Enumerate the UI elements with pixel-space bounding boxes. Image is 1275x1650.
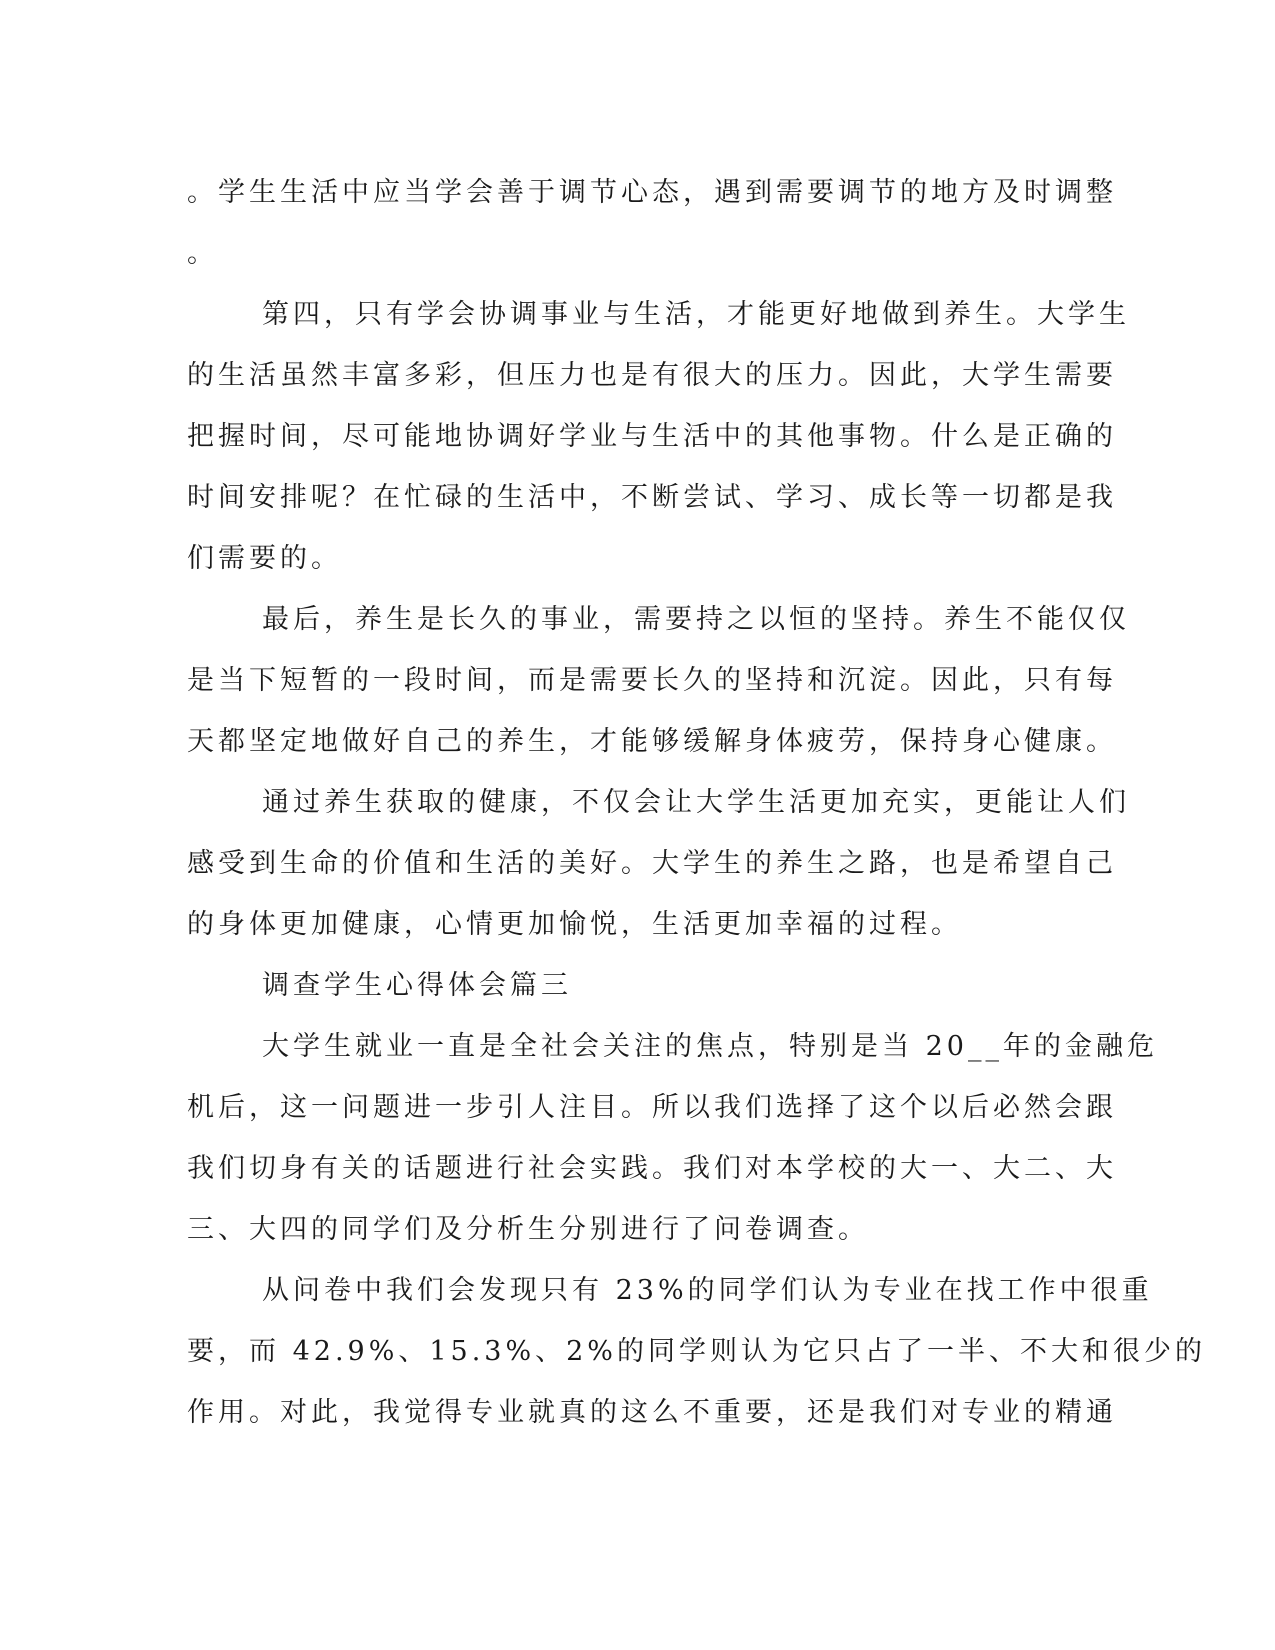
document-body (187, 162, 1206, 1443)
text-line: 天都坚定地做好自己的养生，才能够缓解身体疲劳，保持身心健康。 (187, 726, 1117, 757)
text-line: 三、大四的同学们及分析生分别进行了问卷调查。 (187, 1214, 869, 1245)
paragraph-2 (187, 284, 1130, 589)
text-line: 是当下短暂的一段时间，而是需要长久的坚持和沉淀。因此，只有每 (187, 665, 1117, 696)
text-line: 。学生生活中应当学会善于调节心态，遇到需要调节的地方及时调整 (187, 177, 1117, 208)
text-line: 大学生就业一直是全社会关注的焦点，特别是当 20__年的金融危 (262, 1031, 1158, 1062)
text-line: 时间安排呢？在忙碌的生活中，不断尝试、学习、成长等一切都是我 (187, 482, 1117, 513)
text-line: 把握时间，尽可能地协调好学业与生活中的其他事物。什么是正确的 (187, 421, 1117, 452)
paragraph-4 (187, 772, 1130, 955)
text-line: 最后，养生是长久的事业，需要持之以恒的坚持。养生不能仅仅 (262, 604, 1130, 635)
paragraph-1 (187, 162, 1117, 284)
text-line: 我们切身有关的话题进行社会实践。我们对本学校的大一、大二、大 (187, 1153, 1117, 1184)
text-line: 作用。对此，我觉得专业就真的这么不重要，还是我们对专业的精通 (187, 1397, 1117, 1428)
text-line: 的身体更加健康，心情更加愉悦，生活更加幸福的过程。 (187, 909, 962, 940)
text-line: 从问卷中我们会发现只有 23%的同学们认为专业在找工作中很重 (262, 1275, 1153, 1306)
text-line: 们需要的。 (187, 543, 342, 574)
text-line: 感受到生命的价值和生活的美好。大学生的养生之路，也是希望自己 (187, 848, 1117, 879)
paragraph-3 (187, 589, 1130, 772)
section-heading (187, 955, 1067, 1016)
text-line: 通过养生获取的健康，不仅会让大学生活更加充实，更能让人们 (262, 787, 1130, 818)
text-line: 的生活虽然丰富多彩，但压力也是有很大的压力。因此，大学生需要 (187, 360, 1117, 391)
paragraph-7 (187, 1260, 1206, 1443)
text-line: 要，而 42.9%、15.3%、2%的同学则认为它只占了一半、不大和很少的 (187, 1336, 1206, 1367)
text-line: 。 (187, 238, 218, 269)
text-line: 机后，这一问题进一步引人注目。所以我们选择了这个以后必然会跟 (187, 1092, 1117, 1123)
heading-text: 调查学生心得体会篇三 (262, 970, 572, 1001)
text-line: 第四，只有学会协调事业与生活，才能更好地做到养生。大学生 (262, 299, 1130, 330)
paragraph-6 (187, 1016, 1158, 1260)
